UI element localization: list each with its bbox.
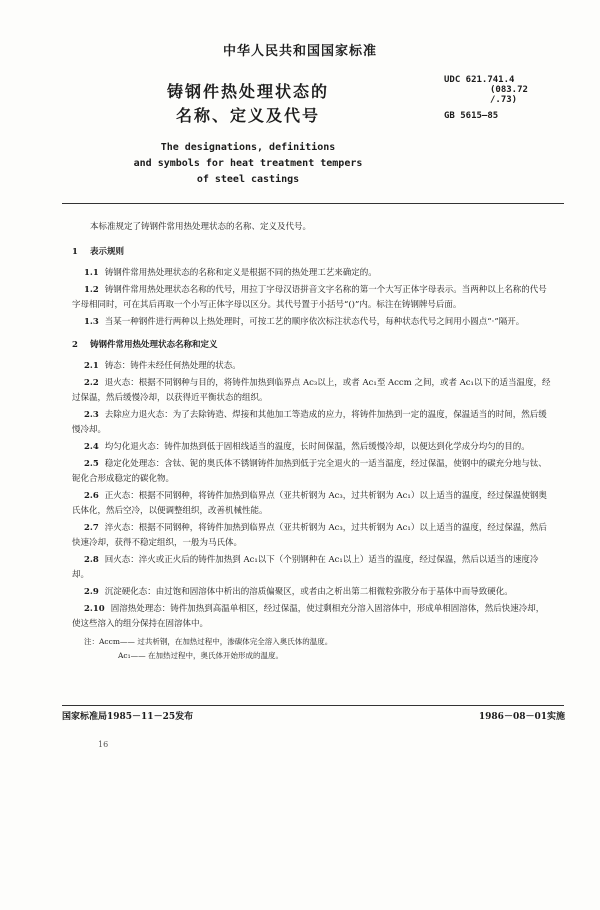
chinese-title-line-2: 名称、定义及代号	[175, 106, 320, 125]
clause-number: 1.2	[84, 285, 99, 295]
clause-1-3	[72, 315, 552, 330]
section-number: 1	[72, 247, 78, 257]
english-title-line-1: The designations, definitions	[160, 142, 336, 153]
clause-text: 退火态：根据不同钢种与目的，将铸件加热到临界点 Ac₃以上，或者 Ac₁至 Accm 之间，或者 Ac₁以下的适当温度，经过保温，然后缓慢冷却，以获得近平衡状态的组织。	[72, 378, 551, 403]
intro-paragraph: 本标准规定了铸钢件常用热处理状态的名称、定义及代号。	[90, 222, 312, 232]
header-divider	[62, 203, 564, 204]
clause-2-4	[72, 440, 552, 455]
clause-2-3	[72, 408, 552, 438]
clause-2-7	[72, 521, 552, 551]
note-accm: 注：Accm—— 过共析钢，在加热过程中，渗碳体完全溶入奥氏体的温度。	[84, 637, 333, 646]
udc-code-sub-1: (083.72	[490, 85, 528, 95]
clause-number: 2.1	[84, 361, 99, 371]
clause-2-5	[72, 457, 552, 487]
clause-text: 稳定化处理态：含钛、铌的奥氏体不锈钢铸件加热到低于完全退火的一适当温度，经过保温，使钢中的碳充分地与钛、铌化合形成稳定的碳化物。	[72, 459, 547, 484]
page-number: 16	[98, 740, 109, 749]
udc-code-sub-2: /.73)	[490, 95, 518, 105]
clause-1-2	[72, 283, 552, 313]
clause-text: 固溶热处理态：铸件加热到高温单相区，经过保温，使过剩相充分溶入固溶体中，形成单相固溶体，然后快速冷却，使这些溶入的组分保持在固溶体中。	[72, 604, 545, 629]
chinese-title	[118, 80, 378, 128]
clause-text: 当某一种钢件进行两种以上热处理时，可按工艺的顺序依次标注状态代号，每种状态代号之间用小圆点“·”隔开。	[104, 317, 525, 327]
clause-text: 正火态：根据不同钢种，将铸件加热到临界点（亚共析钢为 Ac₃，过共析钢为 Ac₁）以上适当的温度，经过保温使钢奥氏体化，然后空冷，以便调整组织，改善机械性能。	[72, 491, 547, 516]
chinese-title-line-1: 铸钢件热处理状态的	[166, 82, 329, 101]
section-1-heading	[72, 245, 552, 260]
clause-number: 2.5	[84, 459, 99, 469]
clause-number: 1.1	[84, 268, 99, 278]
clause-2-8	[72, 553, 552, 583]
clause-number: 2.8	[84, 555, 99, 565]
gb-standard-number: GB 5615—85	[444, 111, 499, 121]
clause-text: 去除应力退火态：为了去除铸造、焊接和其他加工等造成的应力，将铸件加热到一定的温度，保温适当的时间，然后缓慢冷却。	[72, 410, 547, 435]
clause-text: 铸态：铸件未经任何热处理的状态。	[104, 361, 241, 371]
clause-2-6	[72, 489, 552, 519]
clause-text: 铸钢件常用热处理状态名称的代号，用拉丁字母汉语拼音文字名称的第一个大写正体字母表示。当两种以上名称的代号字母相同时，可在其后再取一个小写正体字母以区分。其代号置于小括号“()”内。标注在铸钢牌号后面。	[72, 285, 547, 310]
clause-text: 淬火态：根据不同钢种，将铸件加热到临界点（亚共析钢为 Ac₃，过共析钢为 Ac₁）以上适当的温度，经过保温，然后快速冷却，获得不稳定组织，一般为马氏体。	[72, 523, 547, 548]
clause-2-1	[72, 359, 552, 374]
clause-number: 2.2	[84, 378, 99, 388]
english-title-line-3: of steel castings	[196, 174, 300, 185]
clause-2-9	[72, 585, 552, 600]
clause-1-1	[72, 266, 552, 281]
clause-text: 沉淀硬化态：由过饱和固溶体中析出的溶质偏聚区，或者由之析出第二相微粒弥散分布于基体中而导致硬化。	[104, 587, 513, 597]
implementation-date: 1986－08－01实施	[478, 712, 565, 722]
document-body	[72, 220, 552, 663]
clause-2-10	[72, 602, 552, 632]
section-title: 铸钢件常用热处理状态名称和定义	[90, 340, 218, 350]
english-title-line-2: and symbols for heat treatment tempers	[133, 158, 363, 169]
clause-number: 2.9	[84, 587, 99, 597]
note-ac1: Ac₁—— 在加热过程中，奥氏体开始形成的温度。	[118, 651, 284, 660]
clause-number: 2.10	[84, 604, 105, 614]
section-2-heading	[72, 338, 552, 353]
english-title	[88, 140, 408, 188]
clause-number: 2.3	[84, 410, 99, 420]
section-number: 2	[72, 340, 78, 350]
udc-code: UDC 621.741.4	[444, 75, 515, 85]
clause-number: 2.4	[84, 442, 99, 452]
clause-number: 2.7	[84, 523, 99, 533]
clause-text: 回火态：淬火或正火后的铸件加热到 Ac₁以下（个别钢种在 Ac₁以上）适当的温度，经过保温，然后以适当的速度冷却。	[72, 555, 539, 580]
notes-block	[72, 635, 552, 663]
classification-codes	[444, 75, 564, 121]
footer-divider	[62, 705, 564, 706]
clause-text: 均匀化退火态：铸件加热到低于固相线适当的温度，长时间保温，然后缓慢冷却，以便达到化学成分均匀的目的。	[104, 442, 530, 452]
section-title: 表示规则	[90, 247, 125, 257]
clause-number: 2.6	[84, 491, 99, 501]
issue-date: 国家标准局1985－11－25发布	[62, 712, 194, 722]
issuing-authority-header: 中华人民共和国国家标准	[222, 44, 377, 59]
clause-number: 1.3	[84, 317, 99, 327]
clause-2-2	[72, 376, 552, 406]
clause-text: 铸钢件常用热处理状态的名称和定义是根据不同的热处理工艺来确定的。	[104, 268, 377, 278]
